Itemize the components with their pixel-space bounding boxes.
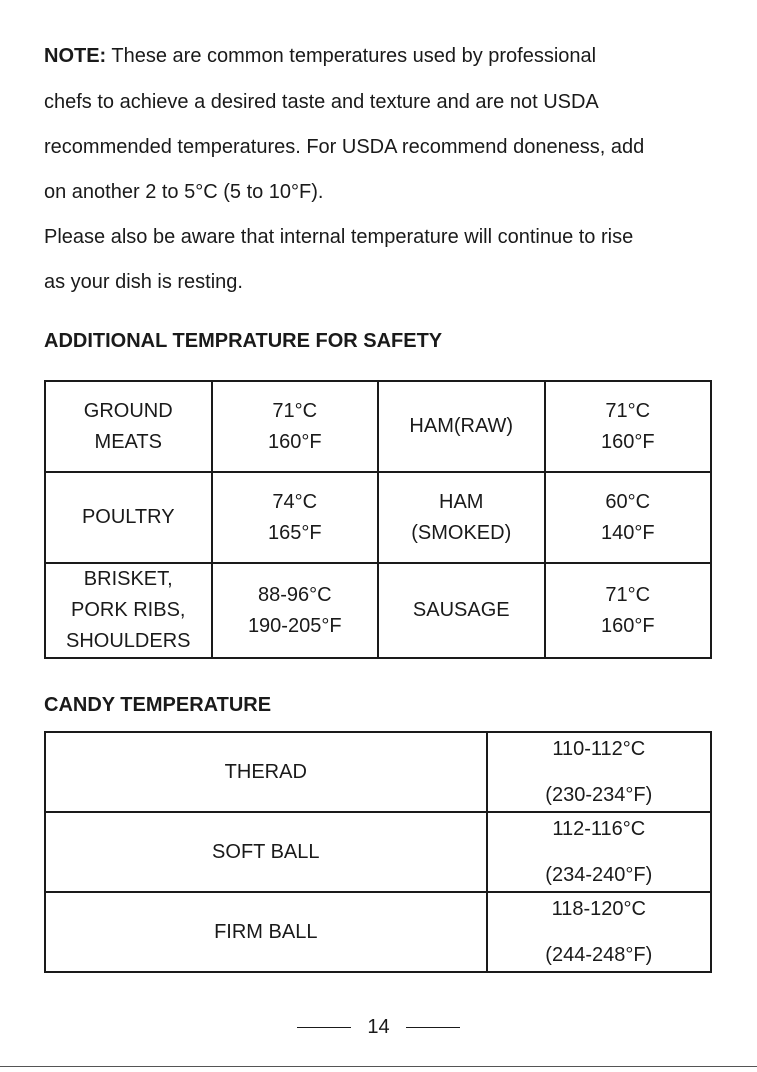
safety-cell-left-name xyxy=(45,381,212,472)
candy-temperature xyxy=(487,892,711,972)
note-line-5: Please also be aware that internal temperature will continue to rise xyxy=(44,226,634,248)
safety-cell-text: 71°C xyxy=(272,399,318,422)
page-number: 14 xyxy=(367,1016,390,1038)
footer-rule-left xyxy=(297,1027,351,1028)
candy-spacer xyxy=(488,842,710,862)
safety-row xyxy=(45,381,711,472)
safety-cell-text: SAUSAGE xyxy=(412,599,510,621)
safety-cell-left-temp xyxy=(212,472,379,563)
candy-celsius: 118-120°C xyxy=(551,898,646,920)
safety-table xyxy=(44,380,712,659)
note-label: NOTE: xyxy=(44,45,107,67)
candy-celsius: 112-116°C xyxy=(552,818,646,840)
safety-cell-text: 71°C xyxy=(605,399,651,422)
candy-spacer xyxy=(488,922,710,942)
candy-heading: CANDY TEMPERATURE xyxy=(44,694,272,716)
safety-cell-text: 160°F xyxy=(600,614,655,637)
safety-cell-left-name xyxy=(45,472,212,563)
safety-cell-text: 190-205°F xyxy=(247,614,342,637)
candy-row xyxy=(45,892,711,972)
note-line-4: on another 2 to 5°C (5 to 10°F). xyxy=(44,181,324,203)
safety-cell-text: 88-96°C xyxy=(257,583,332,606)
safety-cell-left-temp xyxy=(212,563,379,658)
safety-cell-text: PORK RIBS, xyxy=(71,599,186,621)
safety-cell-text: (SMOKED) xyxy=(411,521,512,544)
candy-temperature xyxy=(487,732,711,812)
safety-cell-left-temp xyxy=(212,381,379,472)
safety-cell-right-name xyxy=(378,472,545,563)
safety-cell-text: 165°F xyxy=(267,521,322,544)
note-line-1 xyxy=(44,44,596,68)
safety-cell-text: HAM xyxy=(439,490,484,513)
footer-rule-right xyxy=(406,1027,460,1028)
safety-cell-right-name xyxy=(378,381,545,472)
note-line-2: chefs to achieve a desired taste and texture and are not USDA xyxy=(44,91,599,113)
safety-cell-text: 160°F xyxy=(267,430,322,453)
page-footer xyxy=(0,1016,757,1039)
candy-row xyxy=(45,732,711,812)
safety-cell-right-temp xyxy=(545,563,712,658)
safety-cell-right-temp xyxy=(545,381,712,472)
candy-fahrenheit: (234-240°F) xyxy=(545,864,653,886)
safety-cell-left-name xyxy=(45,563,212,658)
safety-cell-right-temp xyxy=(545,472,712,563)
note-line-3: recommended temperatures. For USDA recommend doneness, add xyxy=(44,136,645,158)
candy-row xyxy=(45,812,711,892)
candy-stage-name: FIRM BALL xyxy=(45,892,487,972)
safety-cell-text: SHOULDERS xyxy=(66,630,191,652)
safety-cell-text: GROUND xyxy=(83,399,173,422)
safety-cell-text: 60°C xyxy=(605,490,651,513)
note-text-1: These are common temperatures used by professional xyxy=(106,45,597,67)
candy-celsius: 110-112°C xyxy=(552,738,646,760)
candy-stage-name: THERAD xyxy=(45,732,487,812)
safety-cell-right-name xyxy=(378,563,545,658)
safety-cell-text: HAM(RAW) xyxy=(409,415,514,437)
safety-cell-text: 71°C xyxy=(605,583,651,606)
safety-cell-text: MEATS xyxy=(94,430,162,453)
candy-stage-name: SOFT BALL xyxy=(45,812,487,892)
candy-fahrenheit: (230-234°F) xyxy=(545,784,653,806)
safety-cell-text: 140°F xyxy=(600,521,655,544)
safety-cell-text: 160°F xyxy=(600,430,655,453)
candy-temperature xyxy=(487,812,711,892)
safety-cell-text: POULTRY xyxy=(81,506,175,528)
safety-cell-text: BRISKET, xyxy=(83,568,173,590)
page-bottom-border xyxy=(0,1066,757,1067)
safety-cell-text: 74°C xyxy=(272,490,318,513)
safety-heading: ADDITIONAL TEMPRATURE FOR SAFETY xyxy=(44,330,443,352)
safety-row xyxy=(45,563,711,658)
candy-fahrenheit: (244-248°F) xyxy=(545,944,653,966)
safety-row xyxy=(45,472,711,563)
candy-table xyxy=(44,731,712,973)
candy-spacer xyxy=(488,762,710,782)
note-line-6: as your dish is resting. xyxy=(44,271,243,293)
